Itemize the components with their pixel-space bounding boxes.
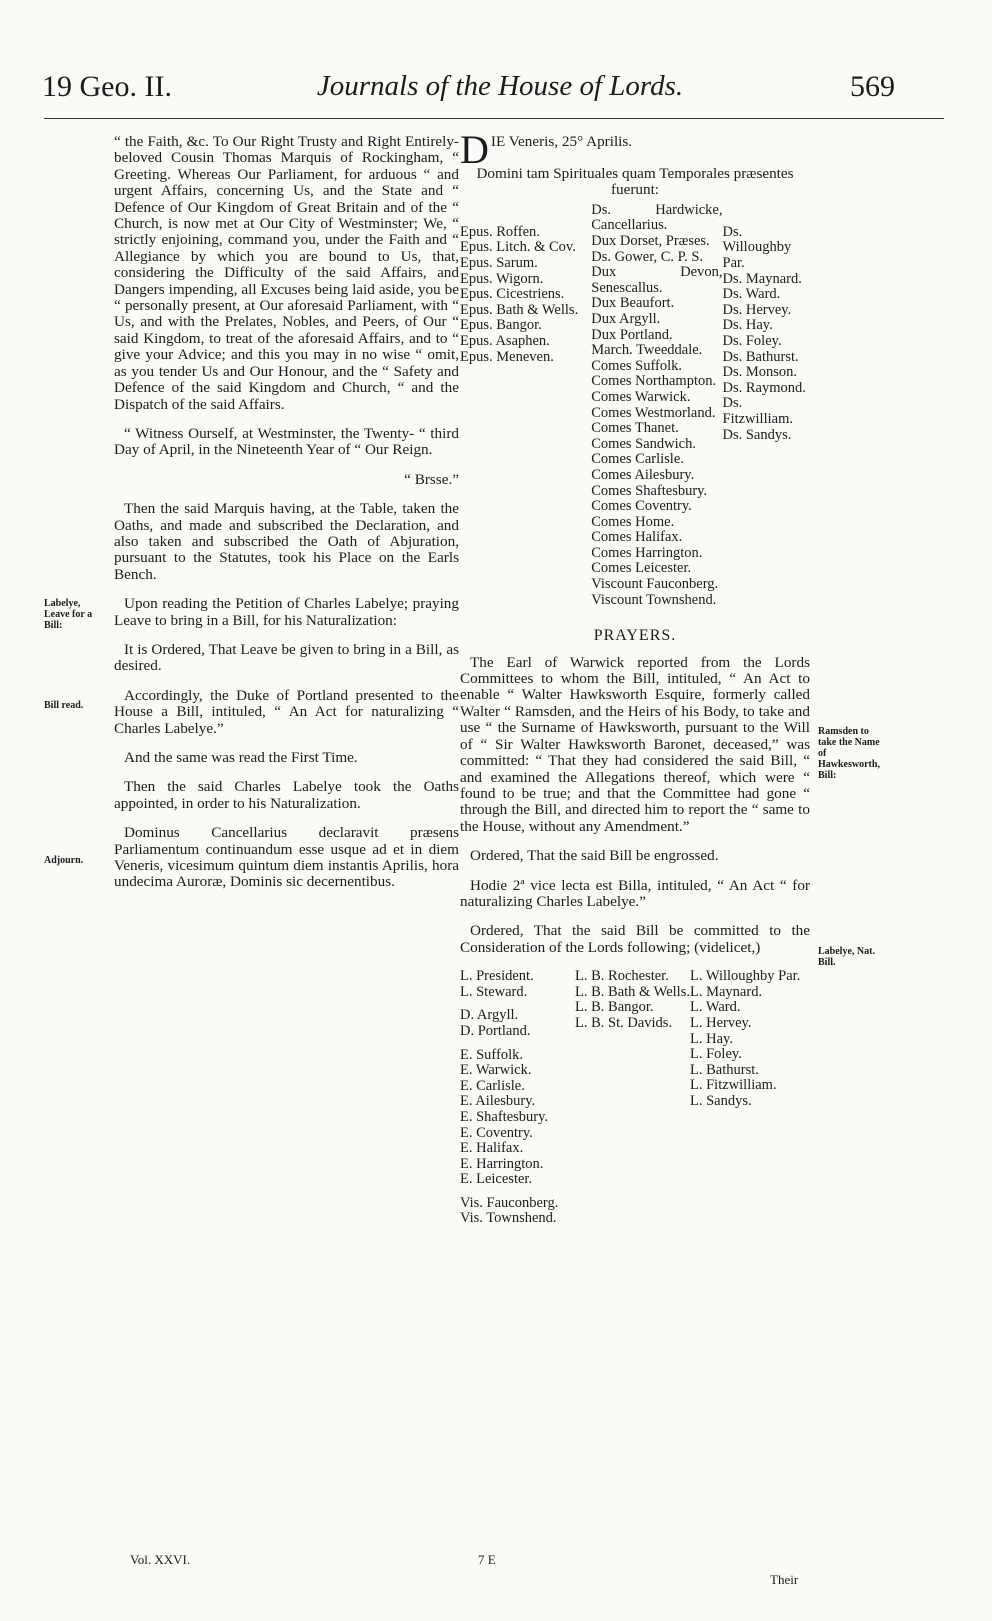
baron-entry: Ds. Raymond. bbox=[722, 379, 806, 396]
committee-entry: E. Leicester. bbox=[460, 1171, 533, 1188]
committee-entry: L. Hervey. bbox=[690, 1014, 752, 1031]
running-head-title: Journals of the House of Lords. bbox=[316, 70, 684, 102]
committee-entry: D. Argyll. bbox=[460, 1007, 519, 1024]
bishop-entry: Epus. Meneven. bbox=[460, 348, 554, 365]
peer-entry: Comes Thanet. bbox=[591, 420, 679, 437]
witness-text: “ Witness Ourself, at Westminster, the Twenty- “ third Day of April, in the Nineteenth Year of “ Our Reign. bbox=[114, 424, 459, 459]
labelye-petition: Upon reading the Petition of Charles Labelye; praying Leave to bring in a Bill, for his Naturalization: bbox=[114, 595, 459, 629]
committee-entry: L. Bathurst. bbox=[690, 1061, 759, 1078]
peer-entry: Viscount Fauconberg. bbox=[591, 576, 719, 593]
committee-barons bbox=[690, 969, 810, 1227]
peer-entry: Dux Portland. bbox=[591, 326, 673, 343]
header-rule bbox=[44, 118, 944, 119]
peer-entry: Ds. Gower, C. P. S. bbox=[591, 248, 704, 265]
baron-entry: Ds. Hervey. bbox=[722, 301, 792, 318]
officers-list bbox=[591, 203, 722, 608]
left-column bbox=[114, 134, 459, 904]
barons-list bbox=[723, 203, 811, 608]
committee-entry: L. B. St. Davids. bbox=[575, 1014, 673, 1031]
labelye-oaths: Then the said Charles Labelye took the Oaths appointed, in order to his Naturalization. bbox=[114, 778, 459, 812]
peer-entry: Dux Argyll. bbox=[591, 310, 661, 327]
second-reading: Hodie 2ª vice lecta est Billa, intituled, “ An Act “ for naturalizing Charles Labelye.” bbox=[460, 876, 810, 910]
drop-cap: D bbox=[460, 127, 489, 172]
writ-signature: “ Brsse.” bbox=[404, 470, 459, 488]
committee-bishops bbox=[575, 969, 690, 1227]
volume-number: Vol. XXVI. bbox=[130, 1552, 191, 1567]
committee-list bbox=[460, 969, 810, 1227]
bishop-entry: Epus. Bangor. bbox=[460, 317, 542, 334]
committee-entry: L. Steward. bbox=[460, 983, 528, 1000]
bishops-list bbox=[460, 203, 591, 608]
margin-note-bill-read: Bill read. bbox=[44, 700, 84, 711]
committee-entry: L. Hay. bbox=[690, 1030, 733, 1047]
peer-entry: Comes Carlisle. bbox=[591, 451, 684, 468]
bishop-entry: Epus. Litch. & Cov. bbox=[460, 239, 576, 256]
writ-text: “ the Faith, &c. To Our Right Trusty and Right Entirely-beloved Cousin Thomas Marquis of Rockingham, “ Greeting. Whereas Our Parliament, for arduous “ and urgent Affairs, concerning Us, and the State and “ Defence of Our Kingdom of Great Britain and of the “ Church, is now met at Our City of Westminster; We, “ strictly enjoining, command you, under the Faith and “ Allegiance by which you are bound to Us, that, considering the Difficulty of the said Affairs, and Dangers impending, all Excuses being laid aside, you be “ personally present, at Our aforesaid Parliament, with “ Us, and with the Prelates, Nobles, and Peers, of Our “ said Kingdom, to treat of the aforesaid Affairs, and to “ give your Advice; and this you may in no wise “ omit, as you tender Us and Our Honour, and the “ Safety and Defence of the said Kingdom and Church, “ and the Dispatch of the said Affairs. bbox=[114, 133, 459, 413]
committee-entry: E. Harrington. bbox=[460, 1155, 544, 1172]
peer-entry: Comes Coventry. bbox=[591, 498, 692, 515]
margin-note-labelye-nat: Labelye, Nat. Bill. bbox=[818, 946, 875, 968]
peer-entry: Viscount Townshend. bbox=[591, 591, 717, 608]
peer-entry: March. Tweeddale. bbox=[591, 342, 703, 359]
bishop-entry: Epus. Cicestriens. bbox=[460, 286, 565, 303]
peer-entry: Dux Beaufort. bbox=[591, 295, 675, 312]
sitting-date-text: IE Veneris, 25° Aprilis. bbox=[490, 133, 633, 150]
baron-entry: Ds. Monson. bbox=[722, 364, 798, 381]
committee-entry: Vis. Townshend. bbox=[460, 1210, 557, 1227]
baron-entry: Ds. Sandys. bbox=[722, 426, 792, 443]
peer-entry: Comes Westmorland. bbox=[591, 404, 716, 421]
peer-entry: Ds. Hardwicke, Cancellarius. bbox=[591, 201, 723, 234]
committee-entry: L. Ward. bbox=[690, 999, 741, 1016]
committee-entry: E. Shaftesbury. bbox=[460, 1108, 549, 1125]
prayers-heading: PRAYERS. bbox=[593, 627, 677, 645]
peer-entry: Comes Harrington. bbox=[591, 544, 703, 561]
running-head-left: 19 Geo. II. bbox=[42, 70, 172, 103]
committee-entry: E. Ailesbury. bbox=[460, 1093, 536, 1110]
catchword: Their bbox=[770, 1572, 799, 1587]
peer-entry: Comes Warwick. bbox=[591, 388, 691, 405]
committee-entry: E. Suffolk. bbox=[460, 1046, 523, 1063]
margin-note-labelye-leave: Labelye, Leave for a Bill: bbox=[44, 598, 93, 631]
committee-entry: L. B. Bath & Wells. bbox=[575, 983, 690, 1000]
margin-note-adjourn: Adjourn. bbox=[44, 855, 84, 866]
warwick-report: The Earl of Warwick reported from the Lords Committees to whom the Bill, intituled, “ An Act to enable “ Walter Hawksworth Esquire, formerly called Walter “ Ramsden, and the Heirs of his Body, to take and use “ the Surname of Hawksworth, pursuant to the Will of “ Sir Walter Hawksworth Baronet, deceased,” was committed: “ That they had considered the said Bill, “ and examined the Allegations thereof, which were “ found to be true; and that the Committee had gone “ through the Bill, and directed him to report the “ same to the House, without any Amendment.” bbox=[460, 653, 810, 835]
committee-entry: L. President. bbox=[460, 968, 534, 985]
peer-entry: Comes Ailesbury. bbox=[591, 466, 695, 483]
peer-entry: Comes Home. bbox=[591, 513, 675, 530]
baron-entry: Ds. Willoughby Par. bbox=[722, 223, 792, 271]
adjournment: Dominus Cancellarius declaravit præsens Parliamentum continuandum esse usque ad et in diem Veneris, vicesimum quintum diem instantis Aprilis, hora undecima Auroræ, Dominis sic decernentibus. bbox=[114, 824, 459, 891]
attendance-list bbox=[460, 203, 810, 608]
peer-entry: Comes Shaftesbury. bbox=[591, 482, 708, 499]
peer-entry: Dux Devon, Senescallus. bbox=[591, 264, 723, 296]
committee-entry: L. Willoughby Par. bbox=[690, 968, 801, 985]
committee-earls bbox=[460, 969, 575, 1227]
peer-entry: Comes Sandwich. bbox=[591, 435, 696, 452]
committee-entry: L. B. Bangor. bbox=[575, 999, 654, 1016]
committee-entry: L. Sandys. bbox=[690, 1092, 752, 1109]
baron-entry: Ds. Bathurst. bbox=[722, 348, 799, 365]
peer-entry: Comes Leicester. bbox=[591, 560, 692, 577]
first-reading: And the same was read the First Time. bbox=[124, 749, 358, 766]
committee-entry: E. Warwick. bbox=[460, 1062, 532, 1079]
committee-entry: L. Maynard. bbox=[690, 983, 763, 1000]
margin-note-ramsden: Ramsden to take the Name of Hawkesworth, Bill: bbox=[818, 726, 880, 781]
right-column bbox=[460, 127, 810, 1227]
sitting-date bbox=[460, 127, 810, 172]
committee-entry: E. Coventry. bbox=[460, 1124, 533, 1141]
peer-entry: Comes Halifax. bbox=[591, 529, 683, 546]
committee-entry: L. B. Rochester. bbox=[575, 968, 669, 985]
baron-entry: Ds. Hay. bbox=[722, 317, 773, 334]
bishop-entry: Epus. Roffen. bbox=[460, 223, 540, 240]
baron-entry: Ds. Maynard. bbox=[722, 270, 802, 287]
engrossed-order: Ordered, That the said Bill be engrossed. bbox=[470, 847, 719, 865]
bill-presented: Accordingly, the Duke of Portland presented to the House a Bill, intituled, “ An Act for naturalizing “ Charles Labelye.” bbox=[114, 686, 459, 737]
signature-mark: 7 E bbox=[478, 1552, 496, 1567]
bishop-entry: Epus. Bath & Wells. bbox=[460, 301, 579, 318]
peer-entry: Dux Dorset, Præses. bbox=[591, 233, 710, 249]
bishop-entry: Epus. Wigorn. bbox=[460, 270, 544, 287]
peer-entry: Comes Suffolk. bbox=[591, 357, 683, 374]
baron-entry: Ds. Ward. bbox=[722, 286, 781, 303]
committed-order: Ordered, That the said Bill be committed to the Consideration of the Lords following; (videlicet,) bbox=[460, 922, 810, 956]
committee-entry: Vis. Fauconberg. bbox=[460, 1194, 559, 1211]
committee-entry: E. Carlisle. bbox=[460, 1077, 525, 1094]
committee-entry: E. Halifax. bbox=[460, 1140, 524, 1157]
committee-entry: L. Foley. bbox=[690, 1046, 742, 1063]
peer-entry: Comes Northampton. bbox=[591, 373, 717, 390]
committee-entry: L. Fitzwilliam. bbox=[690, 1077, 777, 1094]
present-heading: Domini tam Spirituales quam Temporales præsentes fuerunt: bbox=[476, 165, 794, 199]
marquis-oaths: Then the said Marquis having, at the Table, taken the Oaths, and made and subscribed the Declaration, and also taken and subscribed the Oath of Abjuration, pursuant to the Statutes, took his Place on the Earls Bench. bbox=[114, 500, 459, 583]
bishop-entry: Epus. Sarum. bbox=[460, 255, 538, 271]
page-number: 569 bbox=[850, 70, 895, 103]
baron-entry: Ds. Foley. bbox=[722, 332, 782, 349]
leave-ordered: It is Ordered, That Leave be given to bring in a Bill, as desired. bbox=[114, 640, 459, 675]
committee-entry: D. Portland. bbox=[460, 1022, 531, 1039]
bishop-entry: Epus. Asaphen. bbox=[460, 332, 550, 349]
baron-entry: Ds. Fitzwilliam. bbox=[722, 395, 793, 427]
